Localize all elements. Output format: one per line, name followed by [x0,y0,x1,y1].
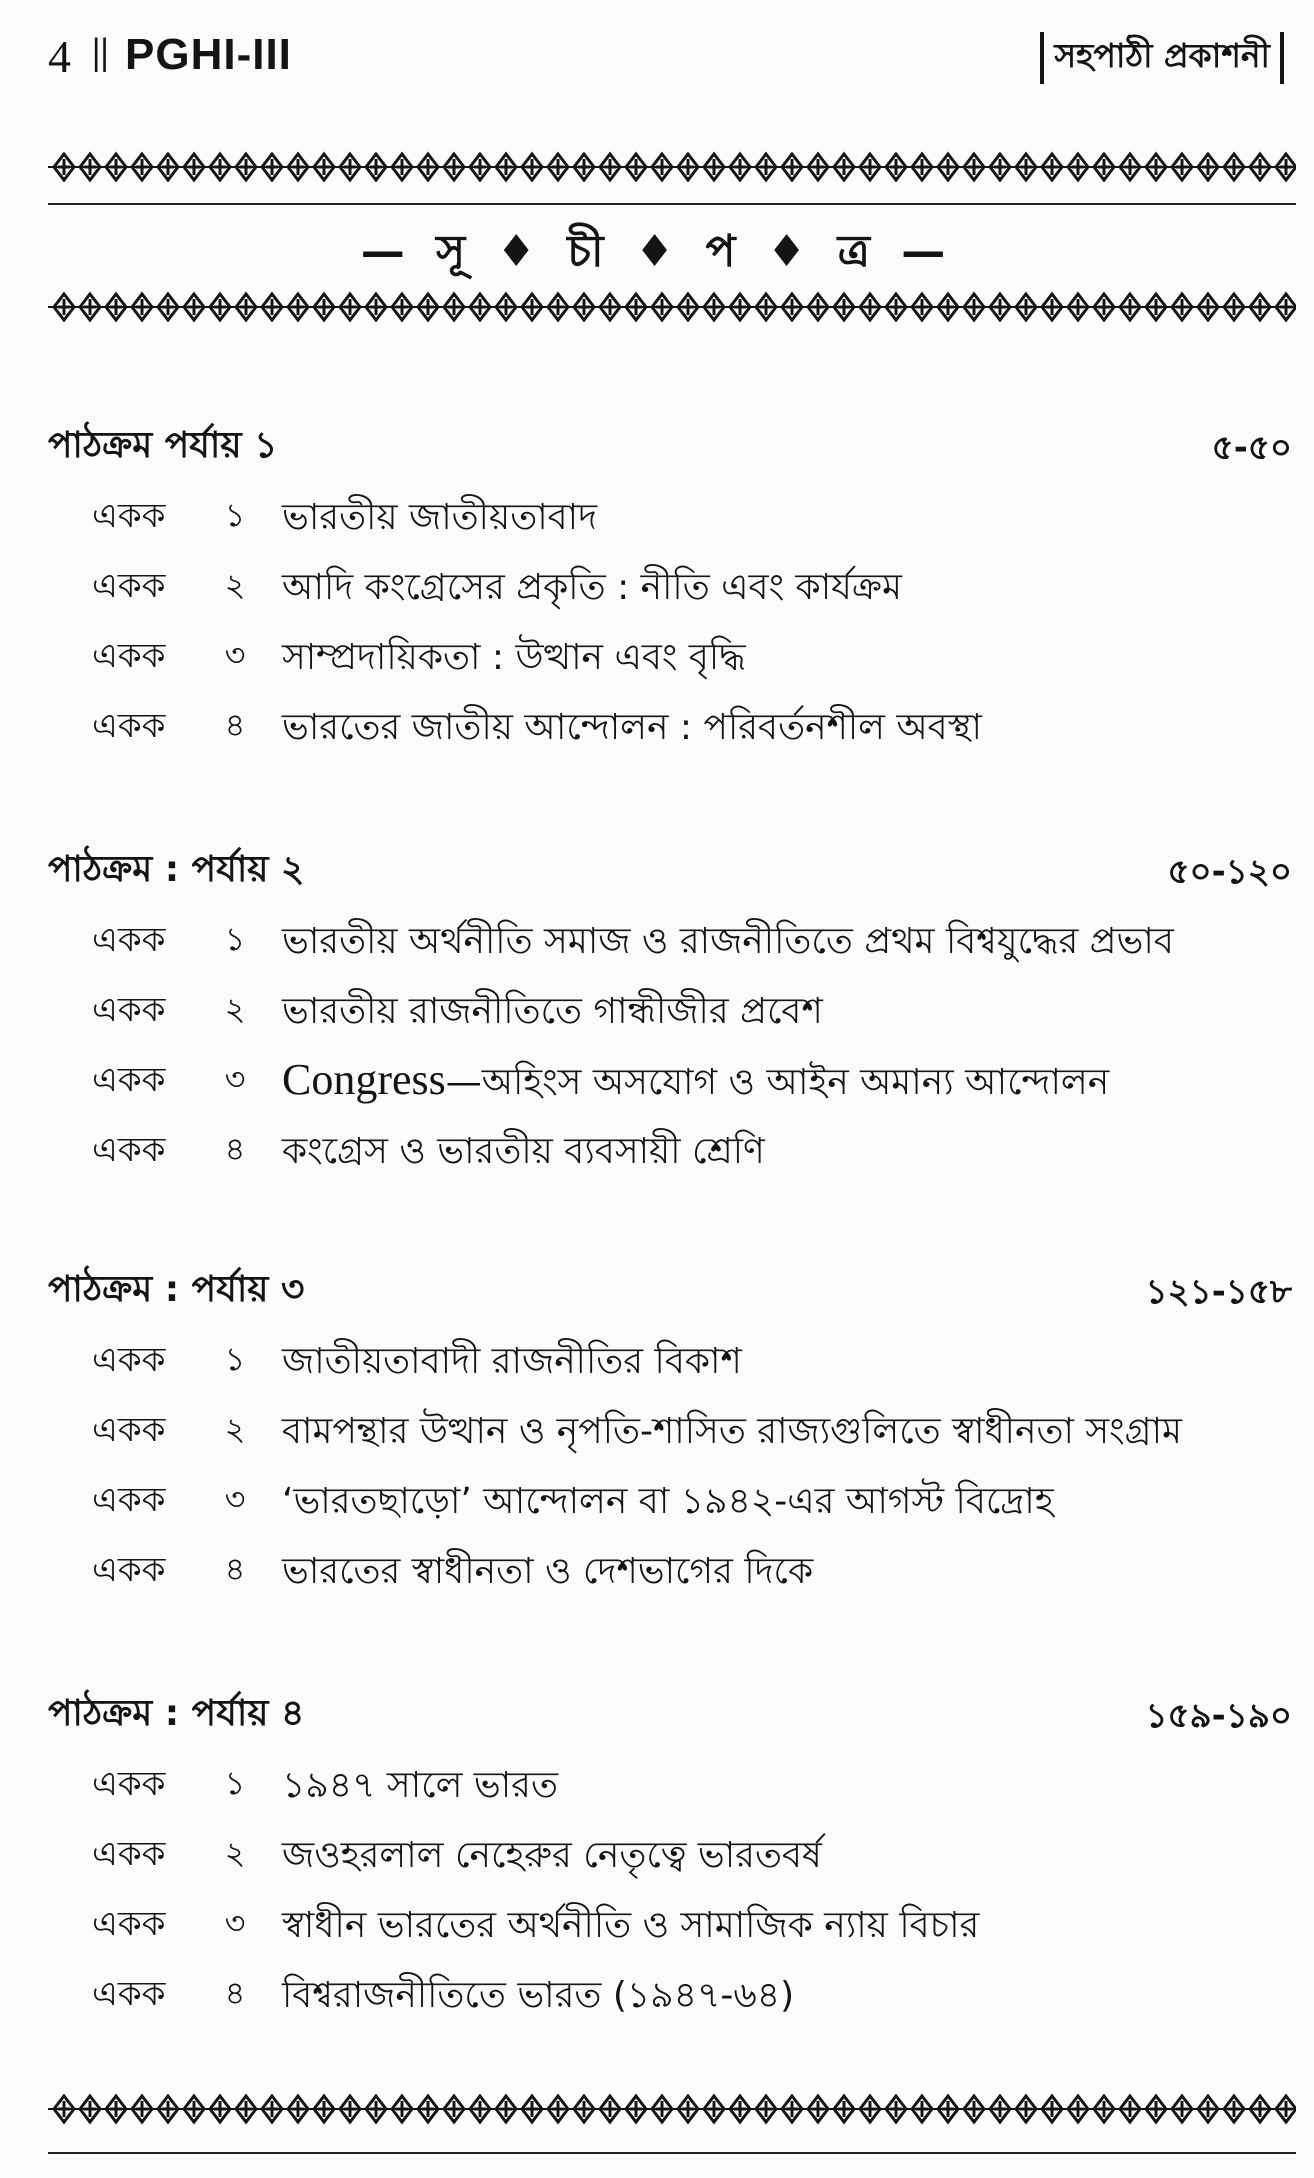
unit-number: ৩ [224,1060,246,1098]
unit-title-text: জাতীয়তাবাদী রাজনীতির বিকাশ [282,1341,742,1382]
unit-number: ১ [224,920,246,958]
ornament-border-top [48,150,1296,184]
unit-title-text: আদি কংগ্রেসের প্রকৃতি : নীতি এবং কার্যক্রম [282,567,902,608]
publisher-name: সহপাঠী প্রকাশনী [1054,36,1270,75]
unit-title [282,1898,979,1958]
unit-label: একক [92,1480,166,1520]
unit-title-text: ভারতের স্বাধীনতা ও দেশভাগের দিকে [282,1551,814,1592]
unit-title-text: স্বাধীন ভারতের অর্থনীতি ও সামাজিক ন্যায় বিচার [282,1905,980,1946]
unit-label: একক [92,1060,166,1100]
section-heading: পাঠক্রম পর্যায় ১ [48,425,278,466]
unit-label: একক [92,920,166,960]
unit-title [282,1828,822,1888]
unit-title [282,490,597,550]
unit-title [282,1334,742,1394]
unit-title [282,1474,1054,1534]
unit-title-text: ‘ভারতছাড়ো’ আন্দোলন বা ১৯৪২-এর আগস্ট বিদ্রোহ [282,1481,1054,1522]
unit-label: একক [92,1834,166,1874]
unit-title [282,1758,558,1818]
unit-title-text: —অহিংস অসযোগ ও আইন অমান্য আন্দোলন [445,1062,1110,1103]
unit-number: ৩ [224,1480,246,1518]
course-code: PGHI-III [125,30,292,79]
section-heading: পাঠক্রম : পর্যায় ৩ [48,1269,305,1310]
rule-top [48,203,1296,205]
unit-label: একক [92,496,166,536]
unit-title [282,914,1174,974]
unit-title-text: বিশ্বরাজনীতিতে ভারত (১৯৪৭-৬৪) [282,1975,795,2016]
section-heading: পাঠক্রম : পর্যায় ২ [48,849,305,890]
unit-title [282,984,823,1044]
rule-bottom [48,2152,1296,2154]
section-page-range: ৫-৫০ [1211,428,1292,468]
unit-label: একক [92,1130,166,1170]
unit-title-text: ভারতের জাতীয় আন্দোলন : পরিবর্তনশীল অবস্থা [282,707,982,748]
unit-number: ৪ [224,706,246,744]
page-number: 4 [48,31,71,82]
unit-number: ১ [224,1340,246,1378]
unit-label: একক [92,636,166,676]
unit-label: একক [92,706,166,746]
unit-title [282,560,902,620]
unit-number: ৪ [224,1974,246,2012]
unit-title-text: ভারতীয় অর্থনীতি সমাজ ও রাজনীতিতে প্রথম বিশ্বযুদ্ধের প্রভাব [282,921,1174,962]
unit-number: ২ [224,990,246,1028]
toc-title: — সূ ♦ চী ♦ প ♦ ত্র — [360,226,954,277]
unit-number: ১ [224,496,246,534]
unit-title-english: Congress [282,1055,446,1104]
unit-title-text: বামপন্থার উত্থান ও নৃপতি-শাসিত রাজ্যগুলিতে স্বাধীনতা সংগ্রাম [282,1411,1183,1452]
unit-number: ৩ [224,1904,246,1942]
unit-title [282,700,982,760]
unit-label: একক [92,990,166,1030]
publisher-block [1040,30,1284,86]
unit-title-text: ১৯৪৭ সালে ভারত [282,1765,558,1806]
unit-number: ৪ [224,1550,246,1588]
unit-number: ১ [224,1764,246,1802]
unit-title-text: সাম্প্রদায়িকতা : উত্থান এবং বৃদ্ধি [282,637,746,678]
publisher-left-bar [1040,32,1044,84]
unit-label: একক [92,566,166,606]
unit-label: একক [92,1410,166,1450]
unit-title-text: জওহরলাল নেহেরুর নেতৃত্বে ভারতবর্ষ [282,1835,822,1876]
unit-label: একক [92,1340,166,1380]
unit-number: ৪ [224,1130,246,1168]
unit-title [282,1404,1182,1464]
section-page-range: ৫০-১২০ [1167,852,1292,892]
unit-title-text: ভারতীয় রাজনীতিতে গান্ধীজীর প্রবেশ [282,991,823,1032]
unit-number: ২ [224,1410,246,1448]
unit-number: ৩ [224,636,246,674]
unit-number: ২ [224,1834,246,1872]
publisher-right-bar [1280,32,1284,84]
unit-title [282,1544,813,1604]
section-heading: পাঠক্রম : পর্যায় ৪ [48,1693,305,1734]
unit-title-text: ভারতীয় জাতীয়তাবাদ [282,497,598,538]
unit-title-text: কংগ্রেস ও ভারতীয় ব্যবসায়ী শ্রেণি [282,1131,765,1172]
unit-number: ২ [224,566,246,604]
section-page-range: ১৫৯-১৯০ [1145,1696,1292,1736]
unit-label: একক [92,1764,166,1804]
unit-title [282,1968,794,2028]
unit-title [282,630,746,690]
unit-label: একক [92,1974,166,2014]
ornament-border-upper [48,290,1296,324]
unit-title [282,1054,1109,1115]
unit-label: একক [92,1904,166,1944]
unit-title [282,1124,765,1184]
header-separator: || [92,31,109,73]
section-page-range: ১২১-১৫৮ [1145,1272,1292,1312]
ornament-border-bottom [48,2092,1296,2126]
unit-label: একক [92,1550,166,1590]
